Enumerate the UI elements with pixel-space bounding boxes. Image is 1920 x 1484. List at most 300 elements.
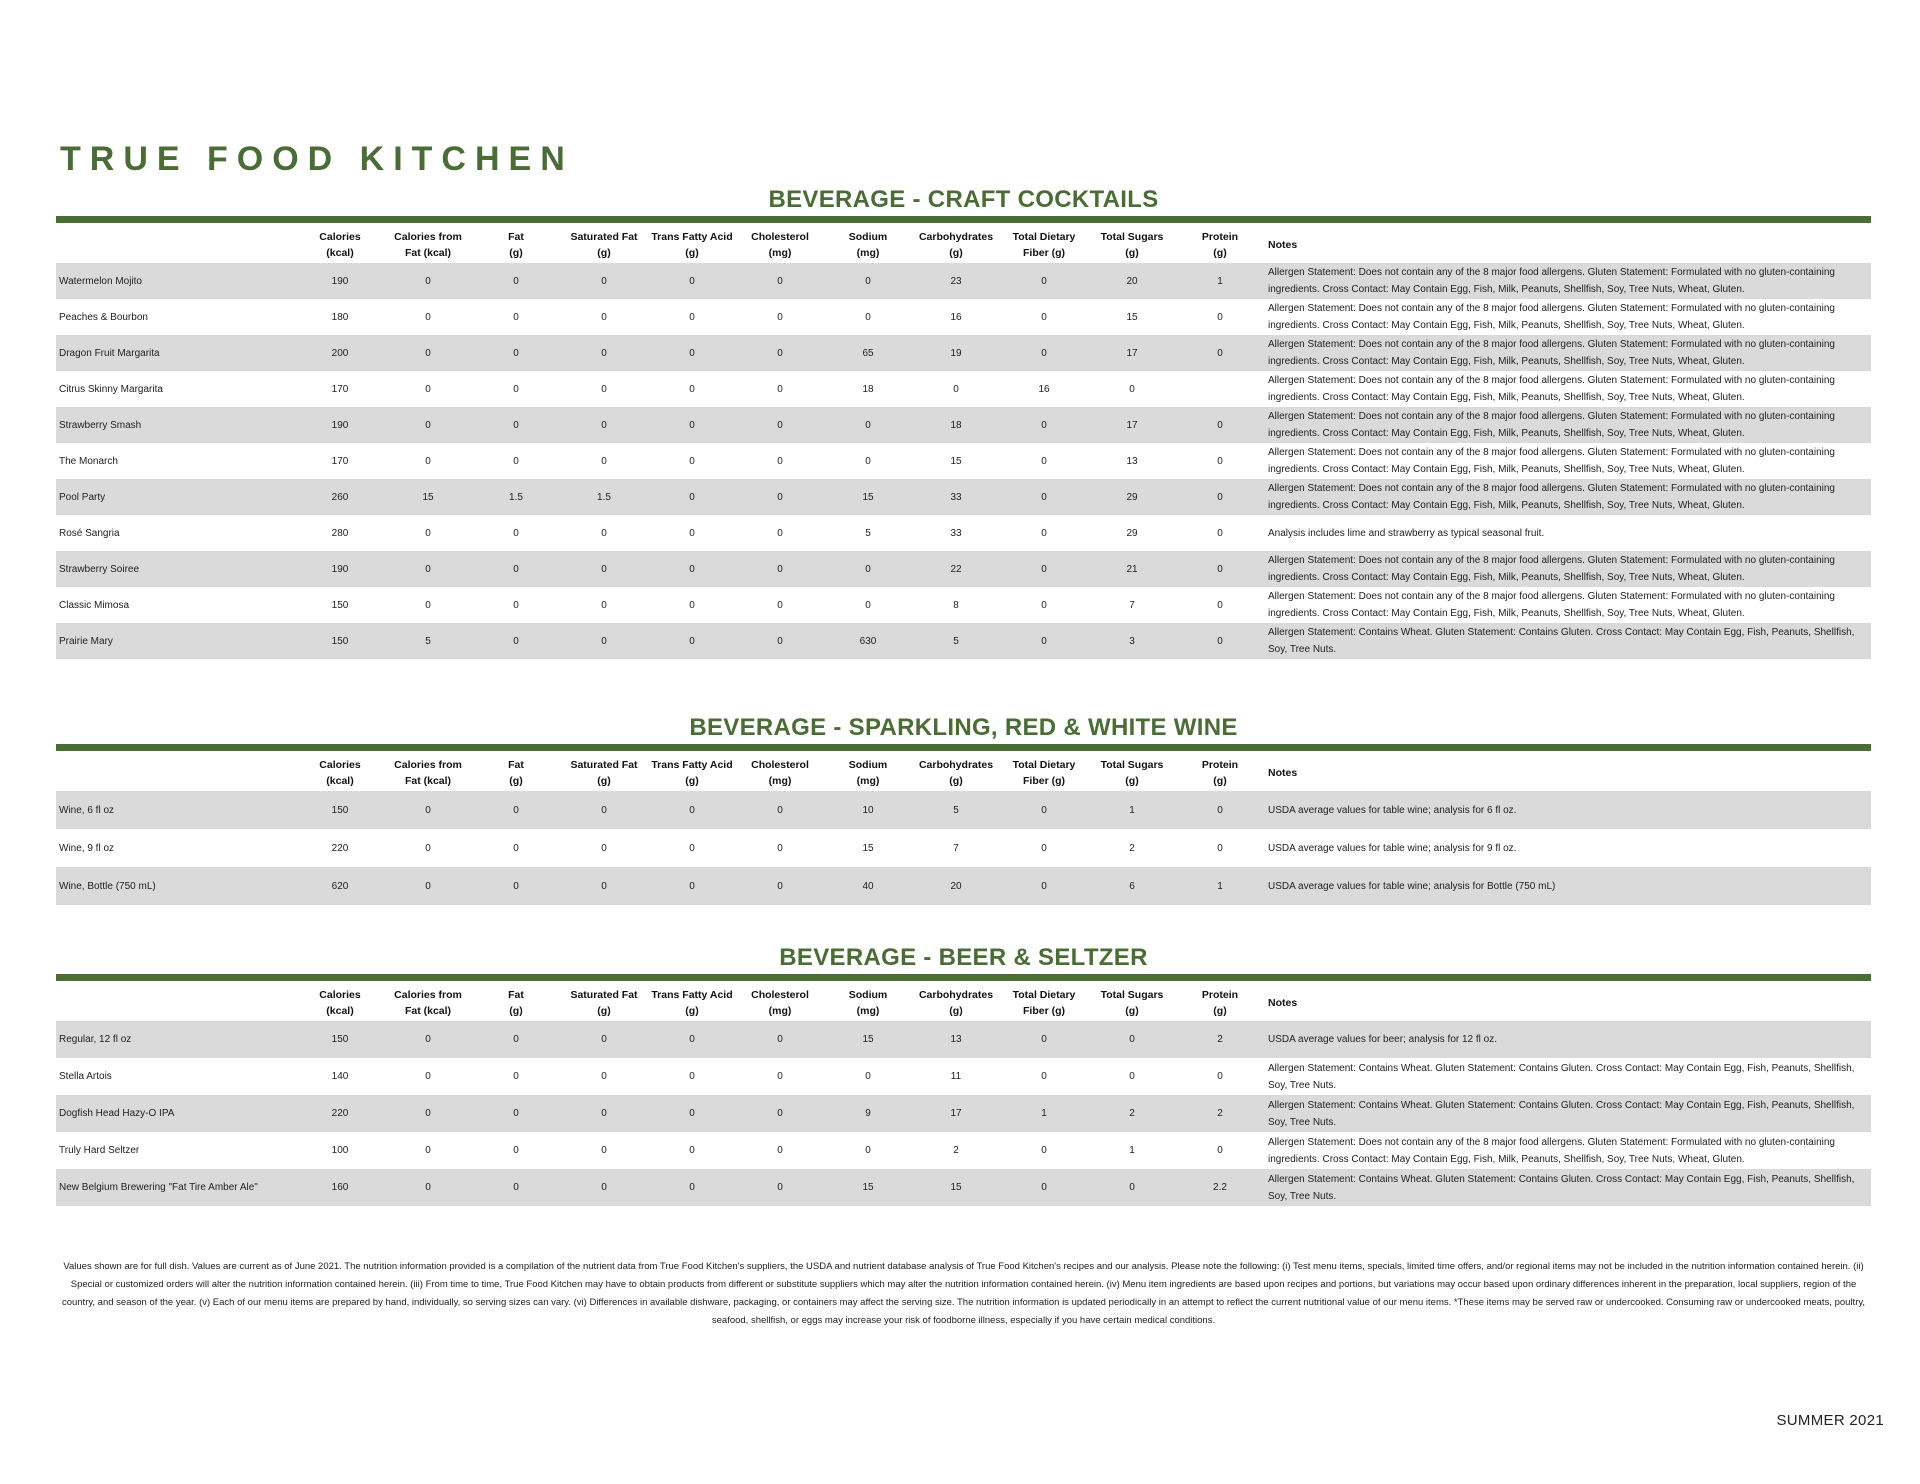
nutrient-value: 19 — [912, 335, 1000, 371]
nutrient-value: 0 — [736, 1169, 824, 1206]
nutrient-value: 0 — [736, 1095, 824, 1132]
nutrient-value: 0 — [777, 527, 783, 539]
column-header — [296, 751, 384, 791]
column-header — [736, 981, 824, 1021]
column-header-line: Cholesterol — [751, 759, 809, 771]
nutrient-value: 7 — [953, 842, 959, 854]
nutrient-value: 0 — [777, 1145, 783, 1156]
nutrient-value: 17 — [912, 1095, 1000, 1132]
nutrient-value: 0 — [384, 407, 472, 443]
column-header-unit: (mg) — [768, 247, 792, 259]
item-name: Truly Hard Seltzer — [59, 1145, 140, 1156]
item-header — [56, 223, 296, 263]
nutrient-value: 8 — [953, 599, 959, 611]
column-header-line: Carbohydrates — [918, 759, 994, 771]
column-header — [1000, 751, 1088, 791]
nutrient-value: 0 — [560, 867, 648, 905]
nutrient-value: 0 — [425, 1071, 431, 1082]
nutrient-value: 630 — [824, 623, 912, 659]
nutrient-value: 0 — [560, 1021, 648, 1058]
footnote: Values shown are for full dish. Values are current as of June 2021. The nutrition information provided is a compilation of the nutrient data from True Food Kitchen's suppliers, the USDA and nutrient database analysis of True Food Kitchen's recipes and our analysis. Please note the following: (i) Test menu items, specials, limited time offers, and/or regional items may not be included in the nutrition information contained herein. (ii) Special or customized orders will alter the nutrition information contained herein. (iii) From time to time, True Food Kitchen may have to obtain products from different or substitute suppliers which may alter the nutrition information contained herein. (iv) Menu item ingredients are based upon recipes and portions, but variations may occur based upon ordinary differences inherent in the preparation, local suppliers, region of the country, and season of the year. (v) Each of our menu items are prepared by hand, individually, so serving sizes can vary. (vi) Differences in available dishware, packaging, or containers may affect the serving size. The nutrition information is updated periodically in an attempt to reflect the current nutritional value of our menu items. *These items may be served raw or undercooked. Consuming raw or undercooked meats, poultry, seafood, shellfish, or eggs may increase your risk of foodborne illness, especially if you have certain medical conditions. — [61, 1261, 1866, 1326]
column-header — [1088, 751, 1176, 791]
nutrient-value: 0 — [689, 1145, 695, 1156]
nutrient-value: 100 — [331, 1145, 349, 1156]
nutrient-value: 0 — [1129, 1071, 1135, 1082]
nutrient-value: 0 — [648, 1095, 736, 1132]
column-header-unit: Fat (kcal) — [404, 1005, 452, 1017]
column-header-unit: (mg) — [856, 247, 880, 259]
nutrient-value: 0 — [824, 263, 912, 299]
item-name: Regular, 12 fl oz — [56, 1021, 296, 1058]
nutrient-value: 13 — [1126, 455, 1138, 467]
item-name: Peaches & Bourbon — [59, 311, 148, 323]
nutrient-value: 0 — [513, 527, 519, 539]
column-header — [912, 223, 1000, 263]
column-header-unit: Fat (kcal) — [404, 247, 452, 259]
column-header-unit: (g) — [597, 247, 611, 259]
nutrient-value: 0 — [1176, 479, 1264, 515]
table-row — [56, 1169, 1871, 1206]
column-header — [824, 223, 912, 263]
item-name: Strawberry Smash — [56, 407, 296, 443]
nutrient-value: 0 — [689, 311, 695, 323]
nutrient-value: 0 — [384, 1021, 472, 1058]
column-header — [472, 751, 560, 791]
nutrient-value: 0 — [425, 455, 431, 467]
nutrition-table — [56, 223, 1871, 659]
item-name: Pool Party — [56, 479, 296, 515]
nutrient-value: 0 — [736, 407, 824, 443]
item-name: The Monarch — [59, 455, 118, 467]
nutrient-value: 15 — [912, 1169, 1000, 1206]
nutrient-value: 10 — [824, 791, 912, 829]
nutrient-value: 0 — [513, 599, 519, 611]
nutrient-value: 20 — [912, 867, 1000, 905]
nutrient-value: 0 — [472, 1021, 560, 1058]
nutrient-value: 0 — [777, 383, 783, 395]
item-note: USDA average values for table wine; analysis for Bottle (750 mL) — [1264, 867, 1871, 905]
item-name: Dogfish Head Hazy-O IPA — [56, 1095, 296, 1132]
nutrient-value: 2 — [1088, 1095, 1176, 1132]
nutrient-value: 0 — [472, 335, 560, 371]
nutrient-value: 0 — [1000, 623, 1088, 659]
table-row — [56, 1058, 1871, 1095]
column-header-line: Calories from — [394, 989, 462, 1001]
nutrient-value: 11 — [950, 1071, 962, 1082]
nutrient-value: 15 — [950, 455, 962, 467]
nutrient-value: 0 — [1176, 791, 1264, 829]
section-beer-seltzer — [56, 942, 1871, 1206]
nutrient-value: 15 — [824, 479, 912, 515]
column-header-line: Total Sugars — [1100, 231, 1164, 243]
nutrient-value: 220 — [296, 1095, 384, 1132]
nutrient-value: 33 — [950, 527, 962, 539]
column-header-line: Sodium — [848, 989, 888, 1001]
nutrient-value: 0 — [648, 479, 736, 515]
nutrient-value: 16 — [950, 311, 962, 323]
column-header-unit: (g) — [1125, 247, 1139, 259]
table-row — [56, 1021, 1871, 1058]
item-note: Allergen Statement: Does not contain any of the 8 major food allergens. Gluten Statement: Formulated with no gluten-containing ingredients. Cross Contact: May Contain Egg, Fish, Milk, Peanuts, Shellfish, Soy, Tree Nuts, Wheat, Gluten. — [1268, 1136, 1835, 1165]
nutrient-value: 0 — [689, 1071, 695, 1082]
table-row — [56, 479, 1871, 515]
nutrient-value: 0 — [1000, 335, 1088, 371]
nutrient-value: 180 — [331, 311, 349, 323]
nutrient-value: 0 — [513, 311, 519, 323]
nutrient-value: 190 — [296, 551, 384, 587]
column-header — [648, 981, 736, 1021]
notes-header: Notes — [1268, 767, 1298, 779]
nutrient-value: 0 — [953, 383, 959, 395]
nutrient-value: 0 — [777, 1071, 783, 1082]
table-row — [56, 867, 1871, 905]
nutrient-value: 0 — [1176, 335, 1264, 371]
section-rule — [56, 216, 1871, 223]
table-row — [56, 299, 1871, 335]
column-header-line: Calories — [319, 759, 361, 771]
nutrient-value: 0 — [1000, 791, 1088, 829]
nutrient-value: 0 — [601, 1071, 607, 1082]
item-name: Wine, 6 fl oz — [56, 791, 296, 829]
nutrient-value: 0 — [1000, 1021, 1088, 1058]
item-note: Allergen Statement: Does not contain any of the 8 major food allergens. Gluten Statement: Formulated with no gluten-containing ingredients. Cross Contact: May Contain Egg, Fish, Milk, Peanuts, Shellfish, Soy, Tree Nuts, Wheat, Gluten. — [1268, 375, 1835, 403]
nutrient-value: 22 — [912, 551, 1000, 587]
nutrient-value: 2 — [1176, 1095, 1264, 1132]
nutrient-value: 0 — [648, 551, 736, 587]
nutrient-value: 0 — [513, 383, 519, 395]
nutrient-value: 150 — [296, 623, 384, 659]
item-note: Allergen Statement: Contains Wheat. Gluten Statement: Contains Gluten. Cross Contact: May Contain Egg, Fish, Peanuts, Shellfish, Soy, Tree Nuts. — [1264, 623, 1871, 659]
section-wine — [56, 712, 1871, 905]
nutrient-value: 0 — [1041, 311, 1047, 323]
nutrient-value: 5 — [912, 791, 1000, 829]
nutrient-value: 0 — [560, 1169, 648, 1206]
nutrient-value: 0 — [1000, 1169, 1088, 1206]
nutrient-value: 0 — [736, 263, 824, 299]
column-header-unit: (g) — [949, 775, 963, 787]
nutrient-value: 0 — [865, 1071, 871, 1082]
table-row — [56, 263, 1871, 299]
column-header — [560, 981, 648, 1021]
column-header — [560, 751, 648, 791]
nutrient-value: 0 — [1088, 1021, 1176, 1058]
column-header-unit: (g) — [1125, 775, 1139, 787]
nutrient-value: 0 — [648, 263, 736, 299]
column-header-line: Fat — [508, 989, 524, 1001]
column-header-line: Trans Fatty Acid — [651, 231, 733, 243]
header-row — [56, 981, 1871, 1021]
column-header-unit: (g) — [949, 247, 963, 259]
item-name: Dragon Fruit Margarita — [56, 335, 296, 371]
item-note: Allergen Statement: Contains Wheat. Gluten Statement: Contains Gluten. Cross Contact: May Contain Egg, Fish, Peanuts, Shellfish, Soy, Tree Nuts. — [1264, 1169, 1871, 1206]
nutrient-value: 15 — [1126, 311, 1138, 323]
column-header-line: Total Dietary — [1012, 759, 1076, 771]
column-header-line: Protein — [1201, 759, 1239, 771]
nutrient-value: 0 — [1217, 311, 1223, 323]
nutrient-value: 0 — [560, 623, 648, 659]
column-header — [648, 223, 736, 263]
column-header-line: Carbohydrates — [918, 989, 994, 1001]
nutrient-value: 0 — [736, 867, 824, 905]
column-header — [472, 981, 560, 1021]
nutrient-value: 18 — [862, 383, 874, 395]
column-header-line: Saturated Fat — [570, 989, 638, 1001]
column-header-line: Total Dietary — [1012, 989, 1076, 1001]
nutrient-value: 0 — [1217, 1145, 1223, 1156]
nutrient-value: 0 — [648, 1169, 736, 1206]
column-header — [648, 751, 736, 791]
nutrient-value: 0 — [1088, 1169, 1176, 1206]
nutrient-value: 0 — [1000, 407, 1088, 443]
nutrient-value: 33 — [912, 479, 1000, 515]
column-header-unit: Fat (kcal) — [404, 775, 452, 787]
nutrient-value: 190 — [296, 263, 384, 299]
nutrient-value: 0 — [472, 867, 560, 905]
nutrient-value: 190 — [296, 407, 384, 443]
nutrient-value: 9 — [824, 1095, 912, 1132]
item-note: Allergen Statement: Contains Wheat. Gluten Statement: Contains Gluten. Cross Contact: May Contain Egg, Fish, Peanuts, Shellfish, Soy, Tree Nuts. — [1268, 1062, 1855, 1091]
section-title: BEVERAGE - CRAFT COCKTAILS — [768, 186, 1159, 213]
nutrient-value: 0 — [560, 791, 648, 829]
column-header-line: Saturated Fat — [570, 231, 638, 243]
nutrient-value: 0 — [1217, 842, 1223, 854]
nutrient-value: 220 — [331, 842, 349, 854]
section-title: BEVERAGE - SPARKLING, RED & WHITE WINE — [689, 714, 1238, 741]
column-header-unit: (g) — [949, 1005, 963, 1017]
nutrient-value: 0 — [648, 335, 736, 371]
nutrient-value: 0 — [513, 842, 519, 854]
nutrient-value: 0 — [513, 1145, 519, 1156]
item-note: Allergen Statement: Does not contain any of the 8 major food allergens. Gluten Statement: Formulated with no gluten-containing ingredients. Cross Contact: May Contain Egg, Fish, Milk, Peanuts, Shellfish, Soy, Tree Nuts, Wheat, Gluten. — [1268, 303, 1835, 331]
nutrient-value: 0 — [1041, 527, 1047, 539]
column-header — [472, 223, 560, 263]
item-header — [56, 751, 296, 791]
column-header-line: Cholesterol — [751, 989, 809, 1001]
nutrient-value: 0 — [736, 335, 824, 371]
column-header-line: Calories from — [394, 759, 462, 771]
nutrient-value: 150 — [331, 599, 349, 611]
column-header-line: Fat — [508, 231, 524, 243]
table-row — [56, 335, 1871, 371]
column-header — [1088, 223, 1176, 263]
nutrient-value: 0 — [648, 867, 736, 905]
nutrient-value: 1.5 — [560, 479, 648, 515]
item-name: Watermelon Mojito — [56, 263, 296, 299]
nutrient-value: 620 — [296, 867, 384, 905]
nutrient-value: 0 — [425, 527, 431, 539]
item-note: USDA average values for table wine; analysis for 6 fl oz. — [1264, 791, 1871, 829]
nutrient-value: 0 — [560, 551, 648, 587]
column-header-unit: (mg) — [856, 1005, 880, 1017]
column-header — [824, 751, 912, 791]
item-name: Prairie Mary — [56, 623, 296, 659]
nutrient-value: 0 — [601, 311, 607, 323]
item-note: Allergen Statement: Contains Wheat. Gluten Statement: Contains Gluten. Cross Contact: May Contain Egg, Fish, Peanuts, Shellfish, Soy, Tree Nuts. — [1264, 1095, 1871, 1132]
column-header-unit: (mg) — [768, 1005, 792, 1017]
item-note: Allergen Statement: Does not contain any of the 8 major food allergens. Gluten Statement: Formulated with no gluten-containing ingredients. Cross Contact: May Contain Egg, Fish, Milk, Peanuts, Shellfish, Soy, Tree Nuts, Wheat, Gluten. — [1264, 263, 1871, 299]
column-header-unit: (kcal) — [326, 1005, 354, 1017]
nutrition-table — [56, 751, 1871, 905]
nutrient-value: 0 — [689, 599, 695, 611]
column-header-line: Sodium — [848, 231, 888, 243]
notes-header: Notes — [1268, 997, 1298, 1009]
nutrient-value: 15 — [824, 1021, 912, 1058]
column-header — [912, 981, 1000, 1021]
nutrient-value: 0 — [560, 335, 648, 371]
nutrient-value: 0 — [472, 1169, 560, 1206]
column-header-line: Protein — [1201, 231, 1239, 243]
nutrient-value: 5 — [384, 623, 472, 659]
nutrient-value: 0 — [384, 335, 472, 371]
item-note: Allergen Statement: Does not contain any of the 8 major food allergens. Gluten Statement: Formulated with no gluten-containing ingredients. Cross Contact: May Contain Egg, Fish, Milk, Peanuts, Shellfish, Soy, Tree Nuts, Wheat, Gluten. — [1264, 407, 1871, 443]
nutrient-value: 0 — [384, 1095, 472, 1132]
nutrient-value: 0 — [1217, 455, 1223, 467]
nutrient-value: 0 — [865, 311, 871, 323]
nutrient-value: 5 — [865, 527, 871, 539]
column-header-line: Calories from — [394, 231, 462, 243]
table-row — [56, 551, 1871, 587]
nutrient-value: 21 — [1088, 551, 1176, 587]
item-header — [56, 981, 296, 1021]
nutrient-value: 0 — [601, 842, 607, 854]
nutrient-value: 1 — [1000, 1095, 1088, 1132]
nutrient-value: 0 — [384, 791, 472, 829]
nutrient-value: 0 — [689, 842, 695, 854]
nutrient-value: 0 — [425, 842, 431, 854]
brand-logo: TRUE FOOD KITCHEN — [60, 140, 574, 178]
nutrient-value: 0 — [736, 479, 824, 515]
table-row — [56, 1132, 1871, 1169]
nutrient-value: 1 — [1129, 1145, 1135, 1156]
column-header-unit: (kcal) — [326, 247, 354, 259]
nutrient-value: 5 — [912, 623, 1000, 659]
item-name: Citrus Skinny Margarita — [59, 383, 163, 395]
column-header-unit: (g) — [509, 1005, 523, 1017]
nutrient-value: 0 — [601, 527, 607, 539]
column-header-line: Calories — [319, 989, 361, 1001]
nutrient-value: 0 — [384, 1169, 472, 1206]
nutrient-value: 17 — [1088, 407, 1176, 443]
nutrient-value: 65 — [824, 335, 912, 371]
season-label: SUMMER 2021 — [1776, 1412, 1884, 1429]
column-header-line: Saturated Fat — [570, 759, 638, 771]
nutrient-value: 2.2 — [1176, 1169, 1264, 1206]
nutrient-value: 16 — [1038, 383, 1050, 395]
column-header — [736, 751, 824, 791]
nutrient-value: 170 — [331, 383, 349, 395]
column-header — [384, 223, 472, 263]
nutrient-value: 200 — [296, 335, 384, 371]
column-header — [1000, 981, 1088, 1021]
column-header — [384, 751, 472, 791]
nutrient-value: 0 — [425, 1145, 431, 1156]
nutrient-value: 20 — [1088, 263, 1176, 299]
column-header-unit: (g) — [1213, 1005, 1227, 1017]
column-header-line: Total Sugars — [1100, 759, 1164, 771]
item-name: Rosé Sangria — [59, 527, 120, 539]
item-note: Allergen Statement: Does not contain any of the 8 major food allergens. Gluten Statement: Formulated with no gluten-containing ingredients. Cross Contact: May Contain Egg, Fish, Milk, Peanuts, Shellfish, Soy, Tree Nuts, Wheat, Gluten. — [1268, 447, 1835, 475]
column-header-line: Calories — [319, 231, 361, 243]
nutrient-value: 0 — [865, 599, 871, 611]
nutrient-value: 0 — [824, 551, 912, 587]
column-header-unit: (g) — [509, 247, 523, 259]
nutrient-value: 6 — [1088, 867, 1176, 905]
column-header-unit: (g) — [597, 1005, 611, 1017]
table-row — [56, 443, 1871, 479]
nutrient-value: 0 — [736, 1021, 824, 1058]
table-row — [56, 829, 1871, 867]
section-rule — [56, 744, 1871, 751]
nutrient-value: 0 — [689, 455, 695, 467]
nutrient-value: 15 — [384, 479, 472, 515]
nutrient-value: 0 — [601, 599, 607, 611]
nutrient-value: 140 — [331, 1071, 349, 1082]
nutrient-value: 0 — [777, 311, 783, 323]
table-row — [56, 371, 1871, 407]
column-header-unit: (g) — [1213, 247, 1227, 259]
nutrient-value: 0 — [560, 1095, 648, 1132]
nutrient-value: 0 — [1176, 623, 1264, 659]
column-header-line: Cholesterol — [751, 231, 809, 243]
nutrient-value: 0 — [736, 551, 824, 587]
section-craft-cocktails — [56, 184, 1871, 659]
nutrient-value: 0 — [601, 1145, 607, 1156]
nutrient-value: 0 — [425, 383, 431, 395]
nutrient-value: 13 — [912, 1021, 1000, 1058]
nutrient-value: 7 — [1129, 599, 1135, 611]
section-title: BEVERAGE - BEER & SELTZER — [779, 944, 1148, 971]
nutrient-value: 0 — [777, 599, 783, 611]
column-header — [1176, 981, 1264, 1021]
column-header — [560, 223, 648, 263]
nutrient-value: 0 — [1129, 383, 1135, 395]
nutrient-value: 1 — [1176, 867, 1264, 905]
nutrient-value: 0 — [865, 455, 871, 467]
nutrient-value: 0 — [472, 791, 560, 829]
nutrient-value: 0 — [1041, 455, 1047, 467]
nutrient-value: 1 — [1088, 791, 1176, 829]
nutrient-value: 0 — [601, 455, 607, 467]
column-header-unit: (g) — [509, 775, 523, 787]
column-header — [1176, 751, 1264, 791]
nutrient-value: 0 — [1176, 551, 1264, 587]
column-header-line: Total Dietary — [1012, 231, 1076, 243]
nutrient-value — [1176, 371, 1264, 407]
nutrient-value: 0 — [472, 551, 560, 587]
column-header — [736, 223, 824, 263]
nutrient-value: 1.5 — [472, 479, 560, 515]
nutrient-value: 29 — [1126, 527, 1138, 539]
table-row — [56, 407, 1871, 443]
column-header-unit: Fiber (g) — [1023, 775, 1065, 787]
column-header-line: Protein — [1201, 989, 1239, 1001]
nutrient-value: 0 — [777, 455, 783, 467]
column-header — [1000, 223, 1088, 263]
nutrient-value: 0 — [1041, 1145, 1047, 1156]
nutrient-value: 2 — [1176, 1021, 1264, 1058]
column-header-line: Trans Fatty Acid — [651, 759, 733, 771]
nutrient-value: 23 — [912, 263, 1000, 299]
nutrient-value: 280 — [331, 527, 349, 539]
nutrient-value: 0 — [1217, 599, 1223, 611]
nutrient-value: 0 — [1041, 599, 1047, 611]
nutrient-value: 3 — [1088, 623, 1176, 659]
nutrient-value: 0 — [513, 1071, 519, 1082]
column-header-unit: Fiber (g) — [1023, 247, 1065, 259]
column-header-unit: (mg) — [768, 775, 792, 787]
nutrient-value: 0 — [777, 842, 783, 854]
nutrient-value: 0 — [384, 263, 472, 299]
